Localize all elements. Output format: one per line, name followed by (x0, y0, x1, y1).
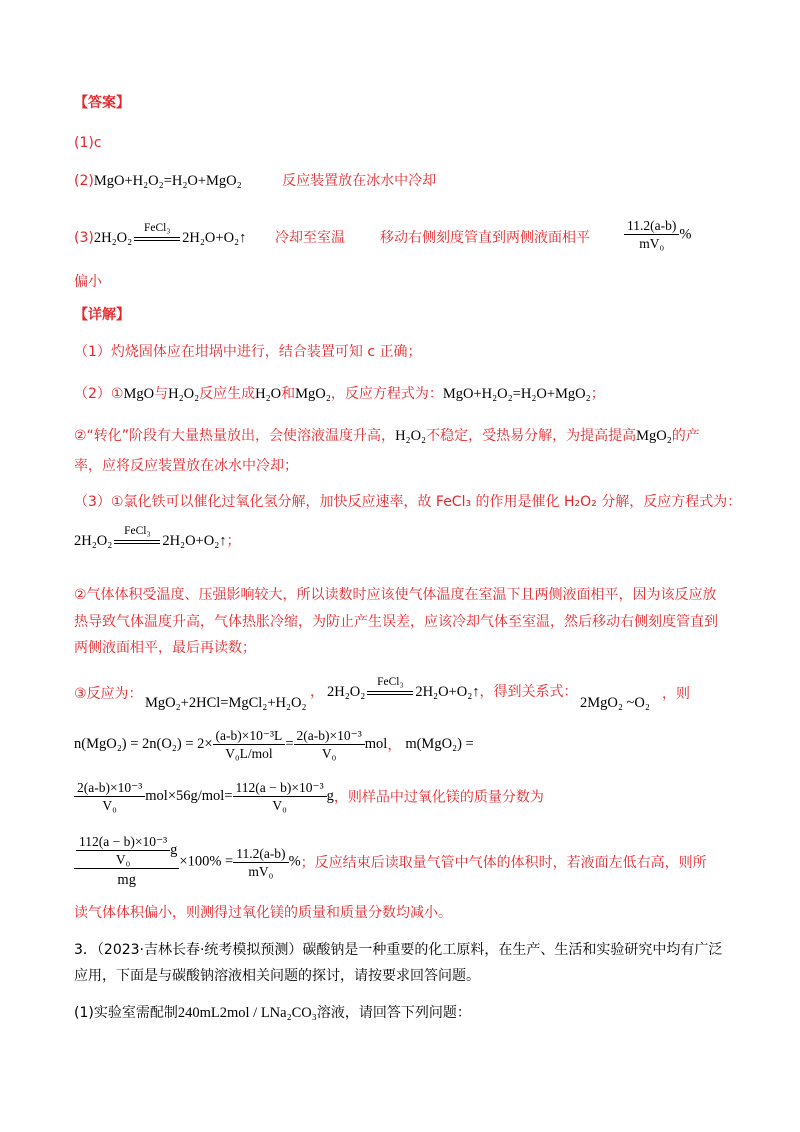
answer-q3-tail: 偏小 (74, 274, 102, 290)
text: 的产 (671, 428, 700, 444)
text: ；反应结束后读取量气管中气体的体积时，若液面左低右高，则所 (300, 855, 707, 871)
catalyst-label: FeCl₃ (377, 676, 404, 688)
explain-p1: （1）灼烧固体应在坩埚中进行，结合装置可知 c 正确； (74, 344, 422, 360)
answer-q3-eq-right: 2H₂O+O₂↑ (182, 230, 247, 246)
answer-q2 (74, 171, 436, 191)
comma: ， (387, 737, 402, 754)
relation-text: 2MgO₂ ~O₂ (580, 695, 650, 711)
chem-h2o2: H₂O₂ (395, 428, 427, 444)
text: ，得到关系式： (479, 684, 578, 700)
frac-den: V₀ (102, 798, 117, 813)
chem-mgo2: MgO₂ (636, 428, 672, 444)
f1-m: m(MgO₂) = (405, 736, 474, 752)
frac-num: 2(a-b)×10⁻³ (294, 727, 365, 745)
text: 与 (154, 386, 169, 402)
eq-left: 2H₂O₂ (327, 684, 366, 700)
unit-g: g (326, 788, 334, 804)
text: ，则样品中过氧化镁的质量分数为 (333, 789, 544, 806)
text: 不稳定，受热易分解，为提高提高 (426, 428, 637, 444)
chem-h2o2: H₂O₂ (168, 386, 200, 402)
frac-num: 112(a − b)×10⁻³ (76, 833, 170, 851)
frac-num: (a-b)×10⁻³L (213, 727, 286, 745)
chem-h2o: H₂O (255, 386, 282, 402)
answer-heading: 【答案】 (74, 95, 130, 111)
catalyst-arrow (134, 222, 180, 248)
percent: % (288, 853, 301, 870)
explain-p3c-eq1 (145, 693, 307, 713)
answer-q3-note2: 移动右侧刻度管直到两侧液面相平 (380, 230, 590, 246)
formula-mass-fraction (74, 833, 707, 891)
eq: MgO₂+2HCl=MgCl₂+H₂O₂ (145, 695, 307, 711)
answer-q3-label: (3) (74, 230, 94, 246)
answer-q1: (1)c (74, 135, 102, 151)
frac-num: 11.2(a-b) (233, 845, 288, 863)
text: ，反应方程式为： (330, 386, 443, 402)
text: ； (226, 533, 241, 549)
frac-den: mg (117, 872, 136, 888)
text: 和 (281, 386, 296, 402)
comma: ， (310, 684, 324, 700)
explain-p3c-label: ③反应为： (74, 686, 143, 702)
question3-sub1 (74, 1003, 471, 1023)
chem-mgo: MgO (123, 386, 155, 402)
result-denominator: mV₀ (639, 236, 665, 251)
answer-q3 (74, 222, 247, 248)
catalyst-label: FeCl₃ (143, 222, 171, 234)
frac-den: V₀ (272, 798, 287, 813)
catalyst-arrow (367, 676, 413, 702)
explain-conclusion: 读气体体积偏小，则测得过氧化镁的质量和质量分数均减小。 (74, 905, 452, 921)
explain-p3b-line1: ②气体体积受温度、压强影响较大，所以读数时应该使气体温度在室温下且两侧液面相平，因为该反应放 (74, 587, 717, 603)
relation (580, 693, 650, 713)
unit-g: g (170, 842, 178, 858)
frac-den: mV₀ (248, 863, 274, 879)
frac-num: 2(a-b)×10⁻³ (74, 779, 145, 797)
eq-left: 2H₂O₂ (74, 533, 113, 549)
text: （2）① (74, 386, 124, 402)
answer-q3-eq-left: 2H₂O₂ (93, 230, 133, 246)
eq-right: 2H₂O+O₂↑ (415, 684, 480, 700)
answer-q3-note1: 冷却至室温 (275, 230, 345, 246)
catalyst-label: FeCl₃ (124, 525, 151, 537)
frac-den: V₀ (321, 746, 337, 761)
f1-lhs: n(MgO₂) = 2n(O₂) = 2× (74, 736, 213, 752)
frac-den: V₀ (115, 852, 131, 867)
explain-p2b-line1 (74, 426, 700, 446)
chem-solution: 240mL2mol / LNa₂CO₃ (177, 1005, 317, 1021)
result-percent: % (679, 226, 692, 243)
text: ； (590, 386, 605, 402)
explain-p2b-line2: 率，应将反应装置放在冰水中冷却； (74, 458, 298, 474)
answer-q2-equation: MgO+H₂O₂=H₂O+MgO₂ (93, 173, 242, 189)
explain-p3b-line2: 热导致气体温度升高，气体热胀冷缩，为防止产生误差，应该冷却气体至室温，然后移动右侧刻度管直到 (74, 614, 718, 630)
text: (1)实验室需配制 (74, 1005, 178, 1021)
explain-p2a (74, 384, 605, 404)
text: 溶液，请回答下列问题： (316, 1005, 471, 1021)
catalyst-arrow (114, 525, 160, 551)
question3-line2: 应用，下面是与碳酸钠溶液相关问题的探讨，请按要求回答问题。 (74, 968, 480, 984)
f3-mul: ×100% = (179, 853, 234, 870)
text: ②“转化”阶段有大量热量放出，会使溶液温度升高， (74, 428, 396, 444)
explain-p3b-line3: 两侧液面相平，最后再读数； (74, 640, 256, 656)
formula-m-mgo2 (74, 779, 544, 814)
reaction-equation: MgO+H₂O₂=H₂O+MgO₂ (442, 386, 591, 402)
explain-p3a-equation (74, 525, 241, 551)
answer-q2-note: 反应装置放在冰水中冷却 (282, 173, 437, 189)
equals: = (285, 736, 294, 752)
unit-mol: mol (364, 736, 388, 752)
result-numerator: 11.2(a-b) (624, 217, 679, 235)
explain-heading: 【详解】 (74, 307, 130, 323)
frac-den: V₀L/mol (225, 746, 273, 761)
text: ，则 (662, 686, 690, 702)
chem-mgo2: MgO₂ (295, 386, 331, 402)
answer-q3-result (624, 217, 691, 252)
eq-right: 2H₂O+O₂↑ (162, 533, 227, 549)
explain-p3a: （3）①氯化铁可以催化过氧化氢分解，加快反应速率，故 FeCl₃ 的作用是催化 H₂O₂ 分解，反应方程式为： (74, 494, 742, 510)
answer-q2-label: (2) (74, 173, 94, 189)
question3-line1: 3．（2023·吉林长春·统考模拟预测）碳酸钠是一种重要的化工原料，在生产、生活和实验研究中均有广泛 (74, 942, 723, 958)
frac-num: 112(a − b)×10⁻³ (233, 779, 327, 797)
formula-n-mgo2 (74, 727, 474, 762)
f2-mid: mol×56g/mol= (145, 788, 233, 804)
text: 反应生成 (199, 386, 256, 402)
explain-p3c-eq2 (327, 676, 578, 702)
